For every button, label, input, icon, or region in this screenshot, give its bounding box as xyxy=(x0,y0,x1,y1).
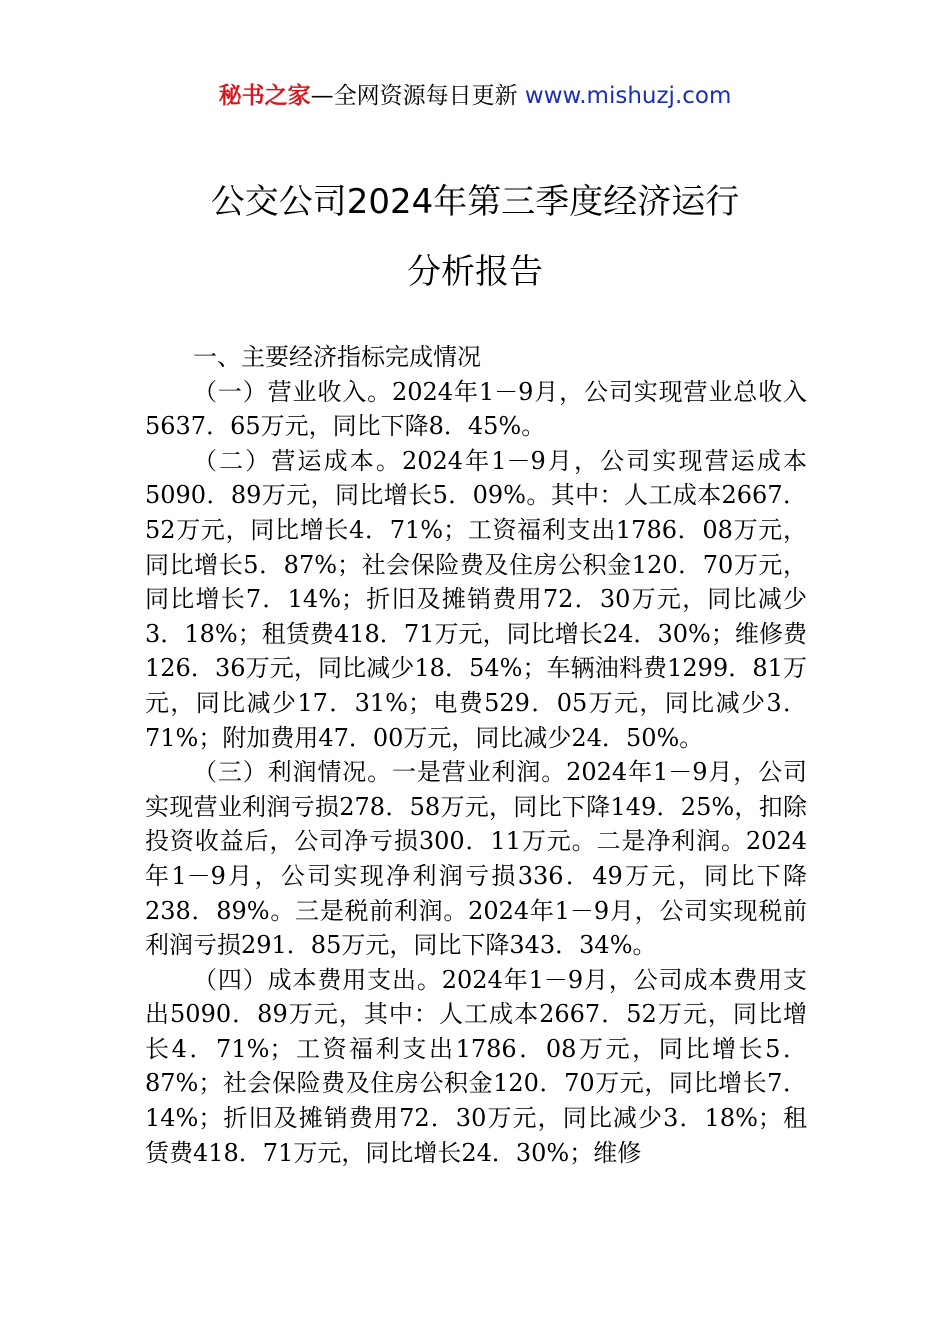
document-title-line-2: 分析报告 xyxy=(407,252,543,292)
paragraph-operating-cost: （二）营运成本。2024年1－9月，公司实现营运成本5090．89万元，同比增长5．09%。其中：人工成本2667．52万元，同比增长4．71%；工资福利支出1786．08万元，同比增长5．87%；社会保险费及住房公积金120．70万元，同比增长7．14%；折旧及摊销费用72．30万元，同比减少3．18%；租赁费418．71万元，同比增长24．30%；维修费126．36万元，同比减少18．54%；车辆油料费1299．81万元，同比减少17．31%；电费529．05万元，同比减少3．71%；附加费用47．00万元，同比减少24．50%。 xyxy=(145,446,807,752)
paragraph-cost-expenses: （四）成本费用支出。2024年1－9月，公司成本费用支出5090．89万元，其中：人工成本2667．52万元，同比增长4．71%；工资福利支出1786．08万元，同比增长5．87%；社会保险费及住房公积金120．70万元，同比增长7．14%；折旧及摊销费用72．30万元，同比减少3．18%；租赁费418．71万元，同比增长24．30%；维修 xyxy=(145,965,807,1167)
section-heading: 一、主要经济指标完成情况 xyxy=(193,343,481,371)
document-title-line-1: 公交公司2024年第三季度经济运行 xyxy=(210,182,740,222)
site-brand: 秘书之家 xyxy=(218,83,311,109)
paragraph-profit: （三）利润情况。一是营业利润。2024年1－9月，公司实现营业利润亏损278．58万元，同比下降149．25%，扣除投资收益后，公司净亏损300．11万元。二是净利润。2024年1－9月，公司实现净利润亏损336．49万元，同比下降238．89%。三是税前利润。2024年1－9月，公司实现税前利润亏损291．85万元，同比下降343．34%。 xyxy=(145,758,807,960)
site-url-link[interactable]: www.mishuzj.com xyxy=(524,83,732,109)
paragraph-revenue: （一）营业收入。2024年1－9月，公司实现营业总收入5637．65万元，同比下降8．45%。 xyxy=(145,377,807,441)
site-slogan: —全网资源每日更新 xyxy=(310,83,518,109)
document-body xyxy=(145,340,807,1170)
site-header xyxy=(0,80,950,112)
